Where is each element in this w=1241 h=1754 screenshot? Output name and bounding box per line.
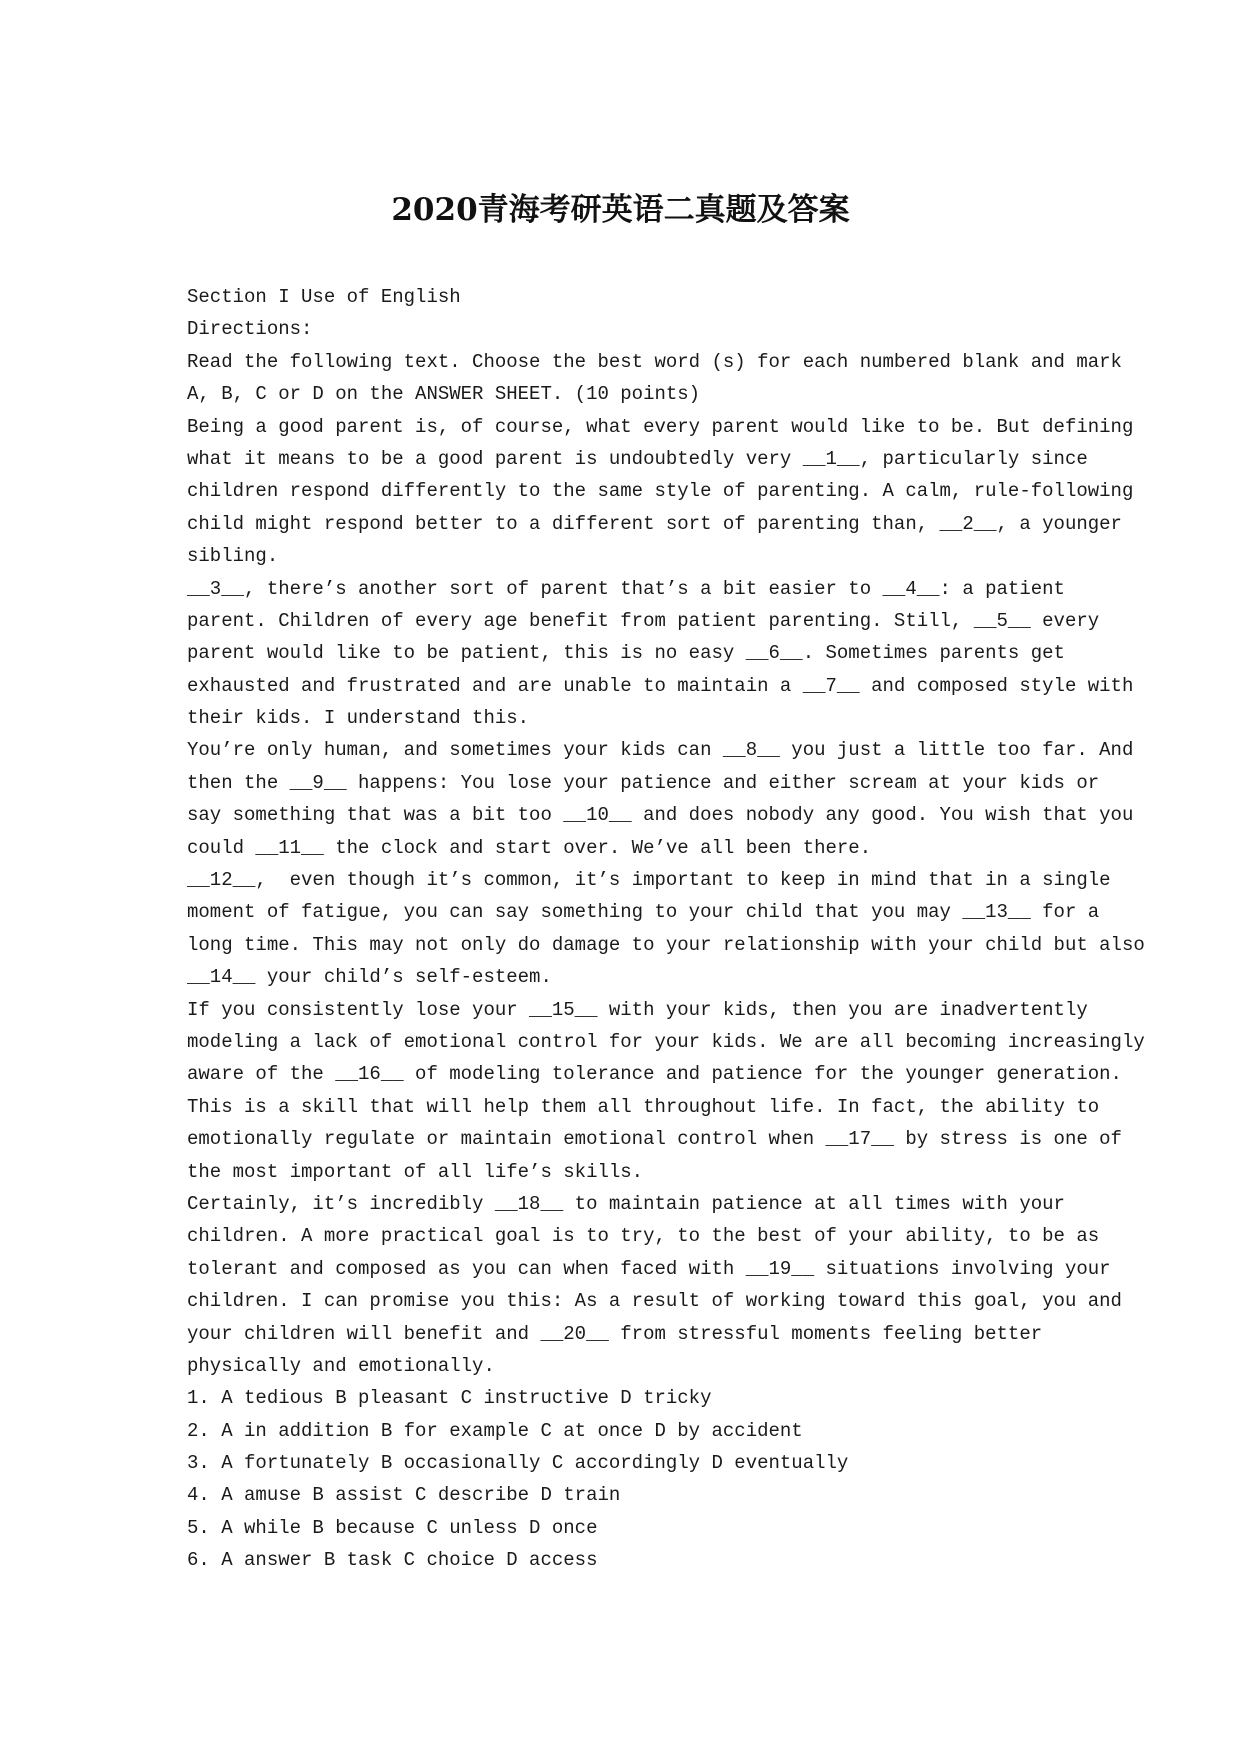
- passage-line: emotionally regulate or maintain emotional control when __17__ by stress is one of: [187, 1128, 1122, 1151]
- question-option-line: 1. A tedious B pleasant C instructive D tricky: [187, 1387, 712, 1410]
- passage-line: parent would like to be patient, this is no easy __6__. Sometimes parents get: [187, 642, 1065, 665]
- passage-line: tolerant and composed as you can when faced with __19__ situations involving your: [187, 1257, 1111, 1280]
- passage-line: their kids. I understand this.: [187, 707, 530, 730]
- passage-line: __14__ your child’s self-esteem.: [187, 966, 552, 989]
- passage-line: say something that was a bit too __10__ and does nobody any good. You wish that you: [187, 804, 1134, 827]
- passage-line: exhausted and frustrated and are unable to maintain a __7__ and composed style with: [187, 674, 1134, 697]
- passage-line: This is a skill that will help them all throughout life. In fact, the ability to: [187, 1095, 1100, 1118]
- passage-line: physically and emotionally.: [187, 1354, 495, 1377]
- directions-label: Directions:: [187, 318, 313, 341]
- passage-line: If you consistently lose your __15__ with your kids, then you are inadvertently: [187, 998, 1088, 1021]
- passage-line: __12__, even though it’s common, it’s important to keep in mind that in a single: [187, 869, 1111, 892]
- question-option-line: 3. A fortunately B occasionally C accordingly D eventually: [187, 1452, 849, 1475]
- passage-line: then the __9__ happens: You lose your patience and either scream at your kids or: [187, 771, 1100, 794]
- question-option-line: 2. A in addition B for example C at once D by accident: [187, 1419, 803, 1442]
- directions-text: A, B, C or D on the ANSWER SHEET. (10 points): [187, 383, 701, 406]
- passage-line: your children will benefit and __20__ from stressful moments feeling better: [187, 1322, 1043, 1345]
- section-heading: Section I Use of English: [187, 286, 461, 308]
- passage-line: children respond differently to the same style of parenting. A calm, rule-following: [187, 480, 1134, 503]
- question-option-line: 5. A while B because C unless D once: [187, 1516, 598, 1539]
- passage-line: sibling.: [187, 545, 279, 568]
- passage-line: long time. This may not only do damage to your relationship with your child but also: [187, 933, 1145, 956]
- passage-line: what it means to be a good parent is undoubtedly very __1__, particularly since: [187, 447, 1088, 470]
- passage-line: children. I can promise you this: As a result of working toward this goal, you and: [187, 1290, 1122, 1313]
- passage-line: could __11__ the clock and start over. We’ve all been there.: [187, 836, 872, 859]
- passage-line: You’re only human, and sometimes your kids can __8__ you just a little too far. And: [187, 739, 1134, 762]
- passage-line: modeling a lack of emotional control for your kids. We are all becoming increasingly: [187, 1030, 1145, 1053]
- passage-line: moment of fatigue, you can say something to your child that you may __13__ for a: [187, 901, 1100, 924]
- passage-line: parent. Children of every age benefit from patient parenting. Still, __5__ every: [187, 609, 1100, 632]
- passage-line: Being a good parent is, of course, what every parent would like to be. But defining: [187, 415, 1134, 438]
- question-option-line: 4. A amuse B assist C describe D train: [187, 1484, 621, 1507]
- passage-line: children. A more practical goal is to try, to the best of your ability, to be as: [187, 1225, 1100, 1248]
- passage-line: aware of the __16__ of modeling tolerance and patience for the younger generation.: [187, 1063, 1122, 1086]
- passage-line: Certainly, it’s incredibly __18__ to maintain patience at all times with your: [187, 1192, 1065, 1215]
- passage-line: __3__, there’s another sort of parent that’s a bit easier to __4__: a patient: [187, 577, 1065, 600]
- passage-line: the most important of all life’s skills.: [187, 1160, 644, 1183]
- page-title: 2020青海考研英语二真题及答案: [391, 192, 850, 228]
- question-option-line: 6. A answer B task C choice D access: [187, 1549, 598, 1572]
- passage-line: child might respond better to a different sort of parenting than, __2__, a younger: [187, 512, 1122, 535]
- document-body: [187, 281, 1145, 1577]
- directions-text: Read the following text. Choose the best word (s) for each numbered blank and mark: [187, 350, 1122, 373]
